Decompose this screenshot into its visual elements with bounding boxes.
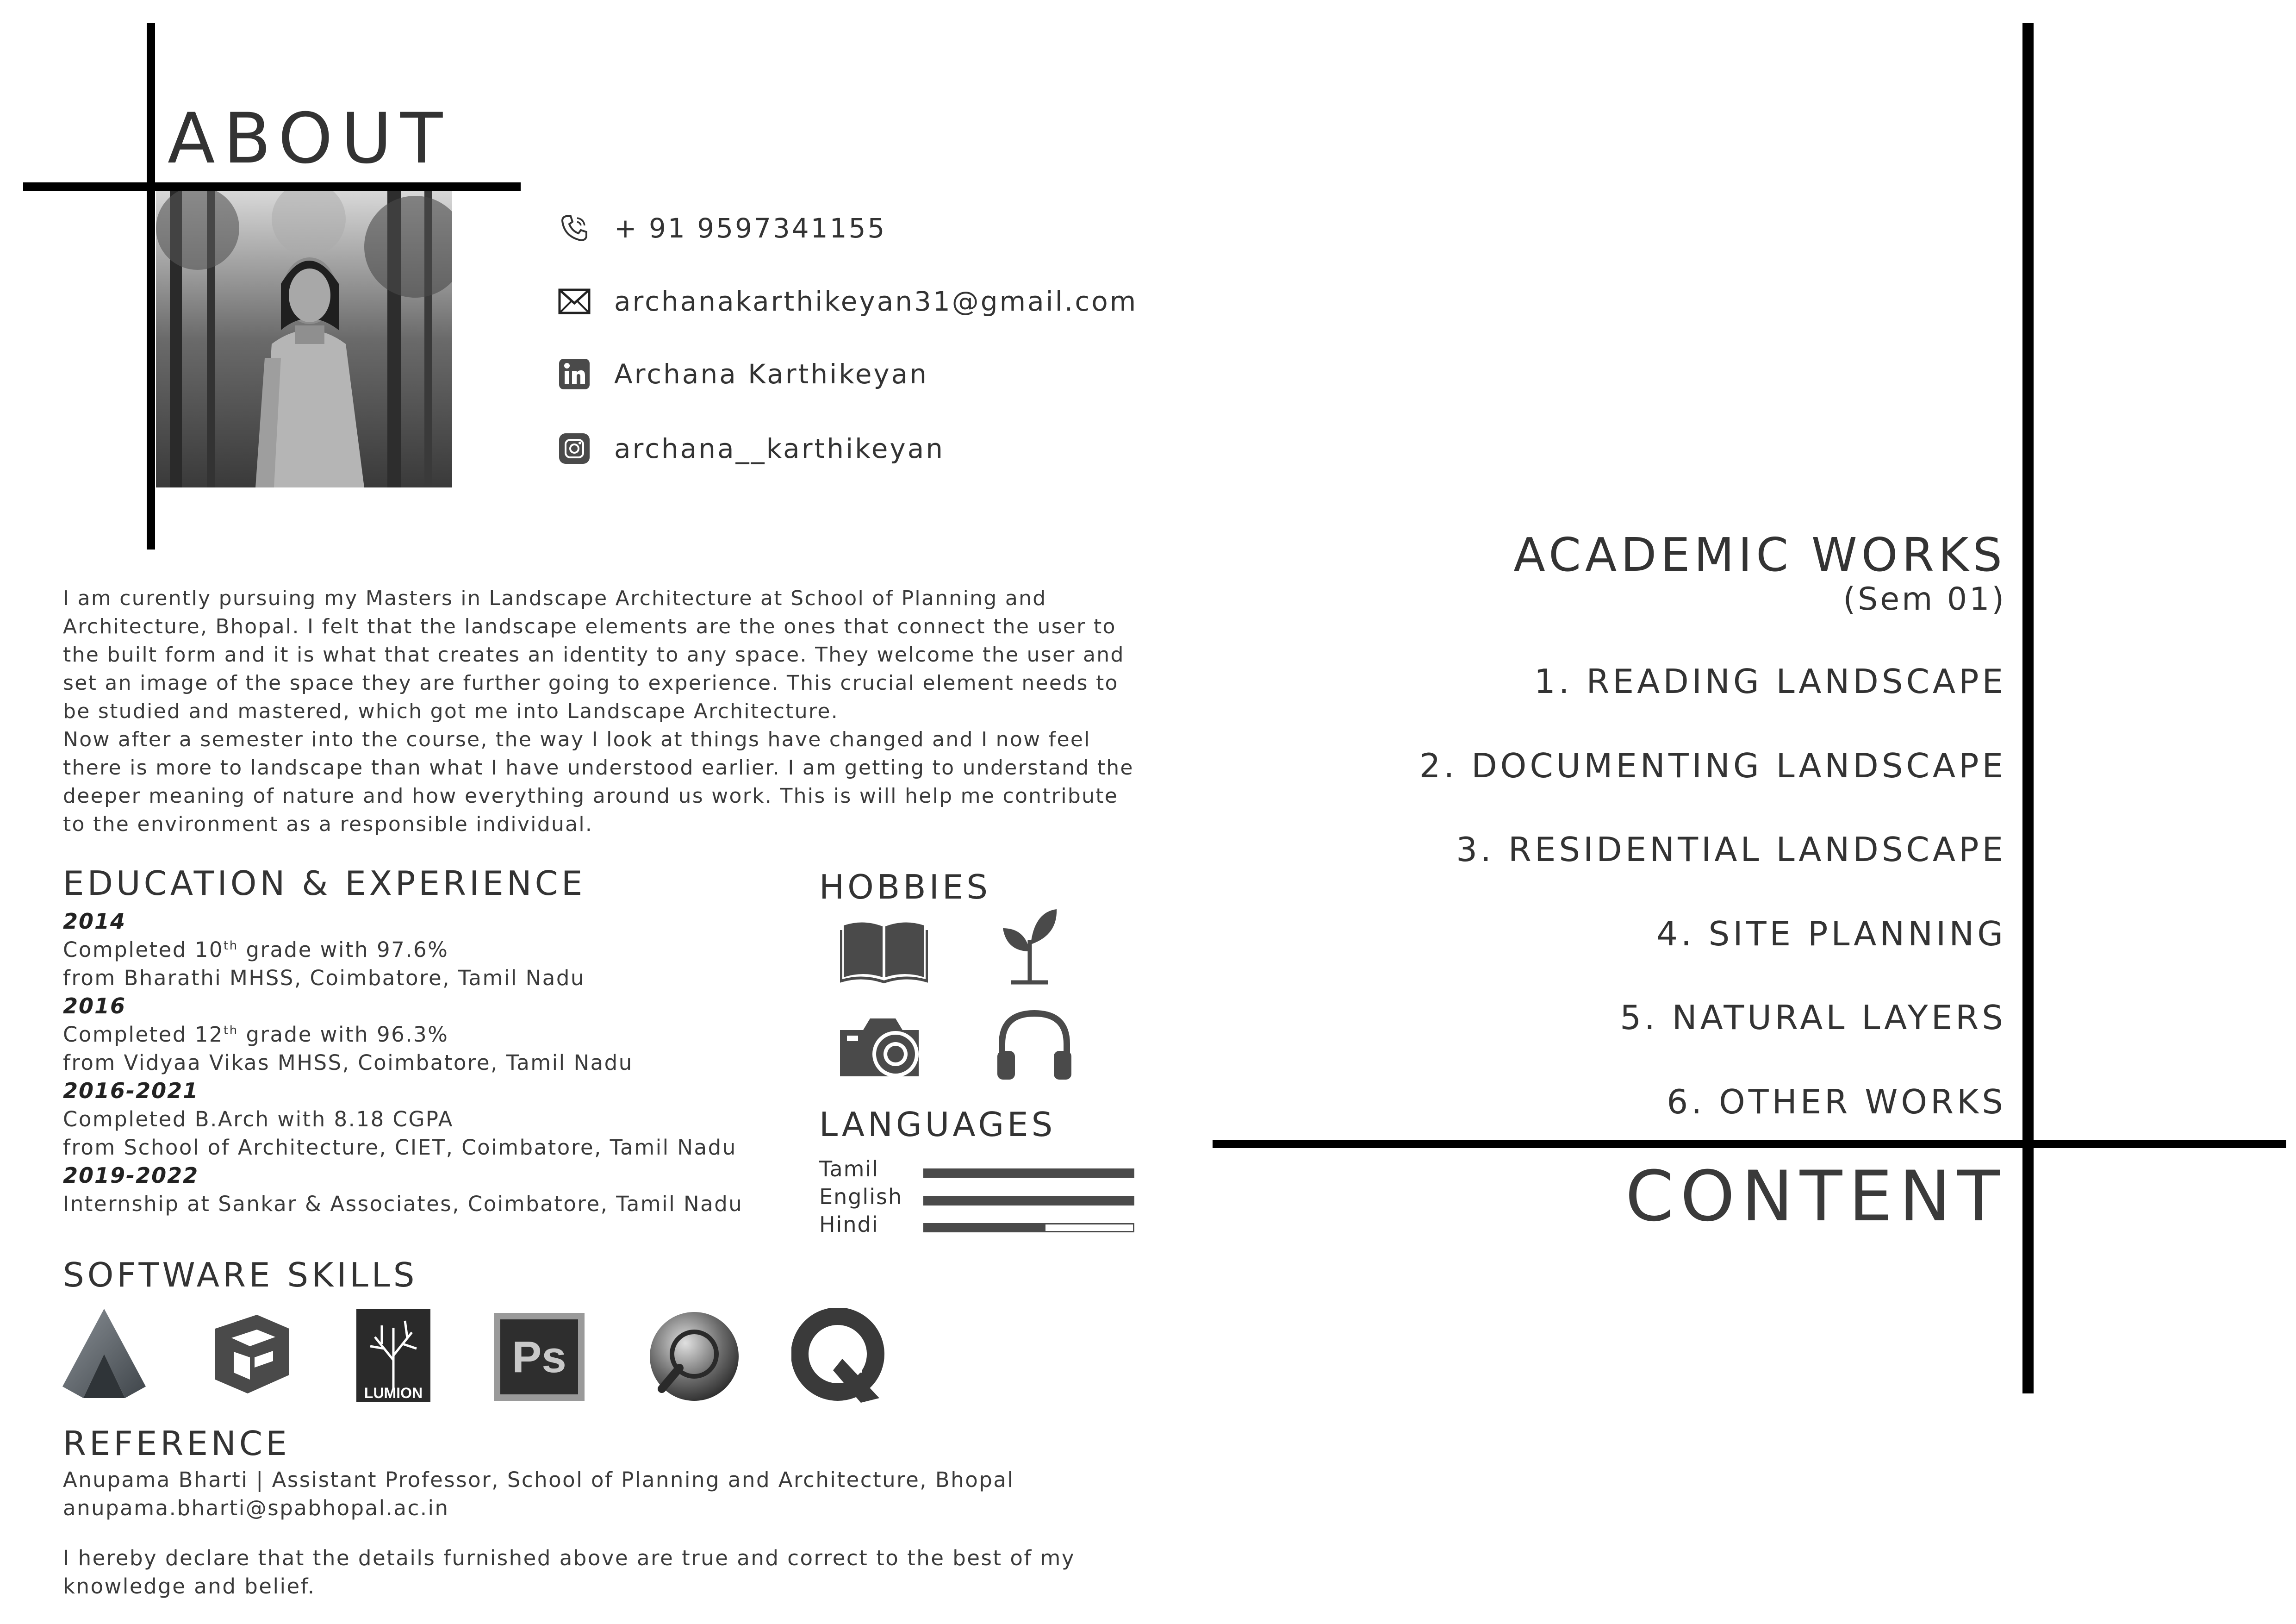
education-year: 2016-2021 bbox=[63, 1078, 199, 1103]
language-name: English bbox=[819, 1184, 903, 1209]
language-name: Hindi bbox=[819, 1212, 879, 1237]
about-title: ABOUT bbox=[168, 99, 451, 179]
sketchup-icon bbox=[206, 1310, 299, 1403]
contact-instagram[interactable] bbox=[558, 428, 945, 469]
education-title: EDUCATION & EXPERIENCE bbox=[63, 864, 586, 903]
contact-linkedin[interactable] bbox=[558, 353, 928, 395]
reference-name: Anupama Bharti | Assistant Professor, School of Planning and Architecture, Bhopal bbox=[63, 1468, 1014, 1492]
reference-email[interactable]: anupama.bharti@spabhopal.ac.in bbox=[63, 1496, 449, 1520]
education-entry bbox=[63, 907, 743, 992]
declaration bbox=[63, 1544, 1075, 1600]
education-list bbox=[63, 907, 743, 1218]
language-bar-fill bbox=[925, 1198, 1133, 1204]
contact-phone[interactable] bbox=[558, 207, 886, 249]
lumion-icon bbox=[356, 1309, 449, 1402]
instagram-handle: archana__karthikeyan bbox=[614, 433, 945, 464]
education-line: from Bharathi MHSS, Coimbatore, Tamil Nadu bbox=[63, 966, 585, 990]
declaration-line: knowledge and belief. bbox=[63, 1574, 316, 1599]
hobbies-title: HOBBIES bbox=[819, 868, 991, 906]
language-bar-english bbox=[923, 1196, 1134, 1206]
about-vertical-bar bbox=[147, 23, 155, 550]
content-vertical-bar bbox=[2022, 23, 2034, 1393]
language-name: Tamil bbox=[819, 1156, 879, 1181]
language-bar-fill bbox=[925, 1170, 1133, 1176]
intro-paragraph-1: I am curently pursuing my Masters in Landscape Architecture at School of Planning and Architecture, Bhopal. I felt that the landscape elements are the ones that connect the user to the built form and it is what that creates an identity to any space. They welcome the user and set an image of the space they are further going to experience. This crucial element needs to be studied and mastered, which got me into Landscape Architecture. bbox=[63, 587, 1125, 723]
language-bar-hindi bbox=[923, 1223, 1134, 1232]
intro-paragraph-2: Now after a semester into the course, the way I look at things have changed and I now feel there is more to landscape than what I have understood earlier. I am getting to understand the deeper meaning of nature and how everything around us work. This is will help me contribute to the environment as a responsible individual. bbox=[63, 728, 1134, 836]
academic-works-subtitle: (Sem 01) bbox=[1843, 581, 2006, 618]
profile-photo-image bbox=[156, 191, 452, 487]
education-year: 2014 bbox=[63, 909, 126, 934]
contact-email[interactable] bbox=[558, 281, 1138, 322]
software-title: SOFTWARE SKILLS bbox=[63, 1255, 418, 1294]
qgis-icon bbox=[791, 1308, 884, 1400]
photoshop-icon bbox=[494, 1313, 586, 1405]
education-entry bbox=[63, 1077, 743, 1162]
education-line: Completed B.Arch with 8.18 CGPA bbox=[63, 1107, 454, 1131]
work-item-5[interactable]: 5. NATURAL LAYERS bbox=[1620, 998, 2006, 1037]
camera-icon bbox=[835, 1012, 928, 1090]
lumion-label: LUMION bbox=[364, 1385, 423, 1401]
mail-icon bbox=[558, 285, 591, 318]
email-address: archanakarthikeyan31@gmail.com bbox=[614, 286, 1138, 317]
language-bar-tamil bbox=[923, 1168, 1134, 1178]
work-item-1[interactable]: 1. READING LANDSCAPE bbox=[1534, 662, 2006, 701]
reference-title: REFERENCE bbox=[63, 1424, 290, 1463]
instagram-icon bbox=[558, 432, 591, 465]
education-line: Completed 12th grade with 96.3% bbox=[63, 1022, 449, 1047]
reference-block bbox=[63, 1468, 1014, 1524]
education-year: 2016 bbox=[63, 993, 126, 1018]
linkedin-name: Archana Karthikeyan bbox=[614, 358, 929, 390]
work-item-6[interactable]: 6. OTHER WORKS bbox=[1667, 1082, 2006, 1121]
intro-text bbox=[63, 584, 1141, 838]
phone-number: + 91 9597341155 bbox=[614, 212, 887, 244]
content-title: CONTENT bbox=[1625, 1156, 2006, 1237]
education-entry bbox=[63, 1162, 743, 1218]
profile-photo bbox=[156, 191, 452, 487]
education-line: from Vidyaa Vikas MHSS, Coimbatore, Tamil Nadu bbox=[63, 1050, 633, 1075]
education-line: Internship at Sankar & Associates, Coimbatore, Tamil Nadu bbox=[63, 1192, 743, 1216]
languages-title: LANGUAGES bbox=[819, 1105, 1056, 1144]
plant-icon bbox=[997, 907, 1090, 986]
content-horizontal-bar bbox=[1213, 1140, 2286, 1148]
education-line: Completed 10th grade with 97.6% bbox=[63, 937, 449, 962]
linkedin-icon bbox=[558, 357, 591, 391]
phone-icon bbox=[558, 212, 591, 245]
headphones-icon bbox=[993, 1007, 1085, 1086]
book-icon bbox=[840, 919, 933, 998]
work-item-2[interactable]: 2. DOCUMENTING LANDSCAPE bbox=[1419, 746, 2006, 785]
autocad-icon bbox=[60, 1308, 153, 1400]
academic-works-title: ACADEMIC WORKS bbox=[1513, 528, 2006, 582]
vray-icon bbox=[648, 1310, 740, 1403]
language-bar-fill bbox=[925, 1224, 1045, 1231]
education-year: 2019-2022 bbox=[63, 1163, 199, 1188]
education-line: from School of Architecture, CIET, Coimbatore, Tamil Nadu bbox=[63, 1135, 737, 1160]
education-entry bbox=[63, 992, 743, 1077]
work-item-4[interactable]: 4. SITE PLANNING bbox=[1656, 914, 2006, 953]
ps-label: Ps bbox=[512, 1332, 566, 1382]
about-horizontal-bar bbox=[23, 182, 521, 191]
declaration-line: I hereby declare that the details furnished above are true and correct to the best of my bbox=[63, 1546, 1076, 1570]
work-item-3[interactable]: 3. RESIDENTIAL LANDSCAPE bbox=[1456, 830, 2006, 869]
